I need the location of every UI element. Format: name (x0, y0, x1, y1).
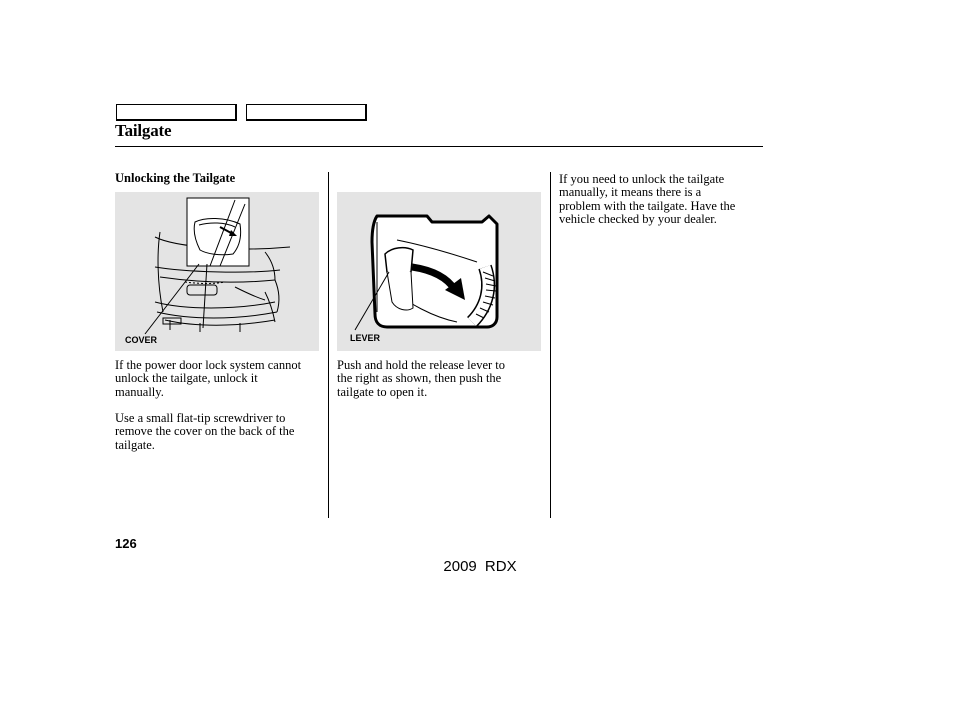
right-paragraph-1: If you need to unlock the tailgate manually, it means there is a problem with the tailgate. Have the vehicle checked by your dealer. (559, 172, 736, 227)
column-divider-right (550, 172, 551, 518)
left-paragraph-2: Use a small flat-tip screwdriver to remove the cover on the back of the tailgate. (115, 411, 295, 452)
title-rule (115, 146, 763, 147)
release-lever-illustration (337, 192, 541, 351)
lever-label: LEVER (350, 333, 381, 343)
model-footer: 2009 RDX (443, 558, 517, 575)
page-title: Tailgate (115, 121, 172, 140)
cover-label: COVER (125, 335, 158, 345)
section-heading: Unlocking the Tailgate (115, 171, 236, 185)
release-lever-figure (337, 192, 541, 351)
tailgate-cover-illustration (115, 192, 319, 351)
page-number: 126 (115, 536, 137, 551)
column-divider-left (328, 172, 329, 518)
middle-paragraph-1: Push and hold the release lever to the right as shown, then push the tailgate to open it. (337, 358, 506, 399)
nav-button-main-menu[interactable] (116, 104, 237, 121)
tailgate-cover-figure (115, 192, 319, 351)
nav-button-table-of-contents[interactable] (246, 104, 367, 121)
left-paragraph-1: If the power door lock system cannot unlock the tailgate, unlock it manually. (115, 358, 302, 399)
